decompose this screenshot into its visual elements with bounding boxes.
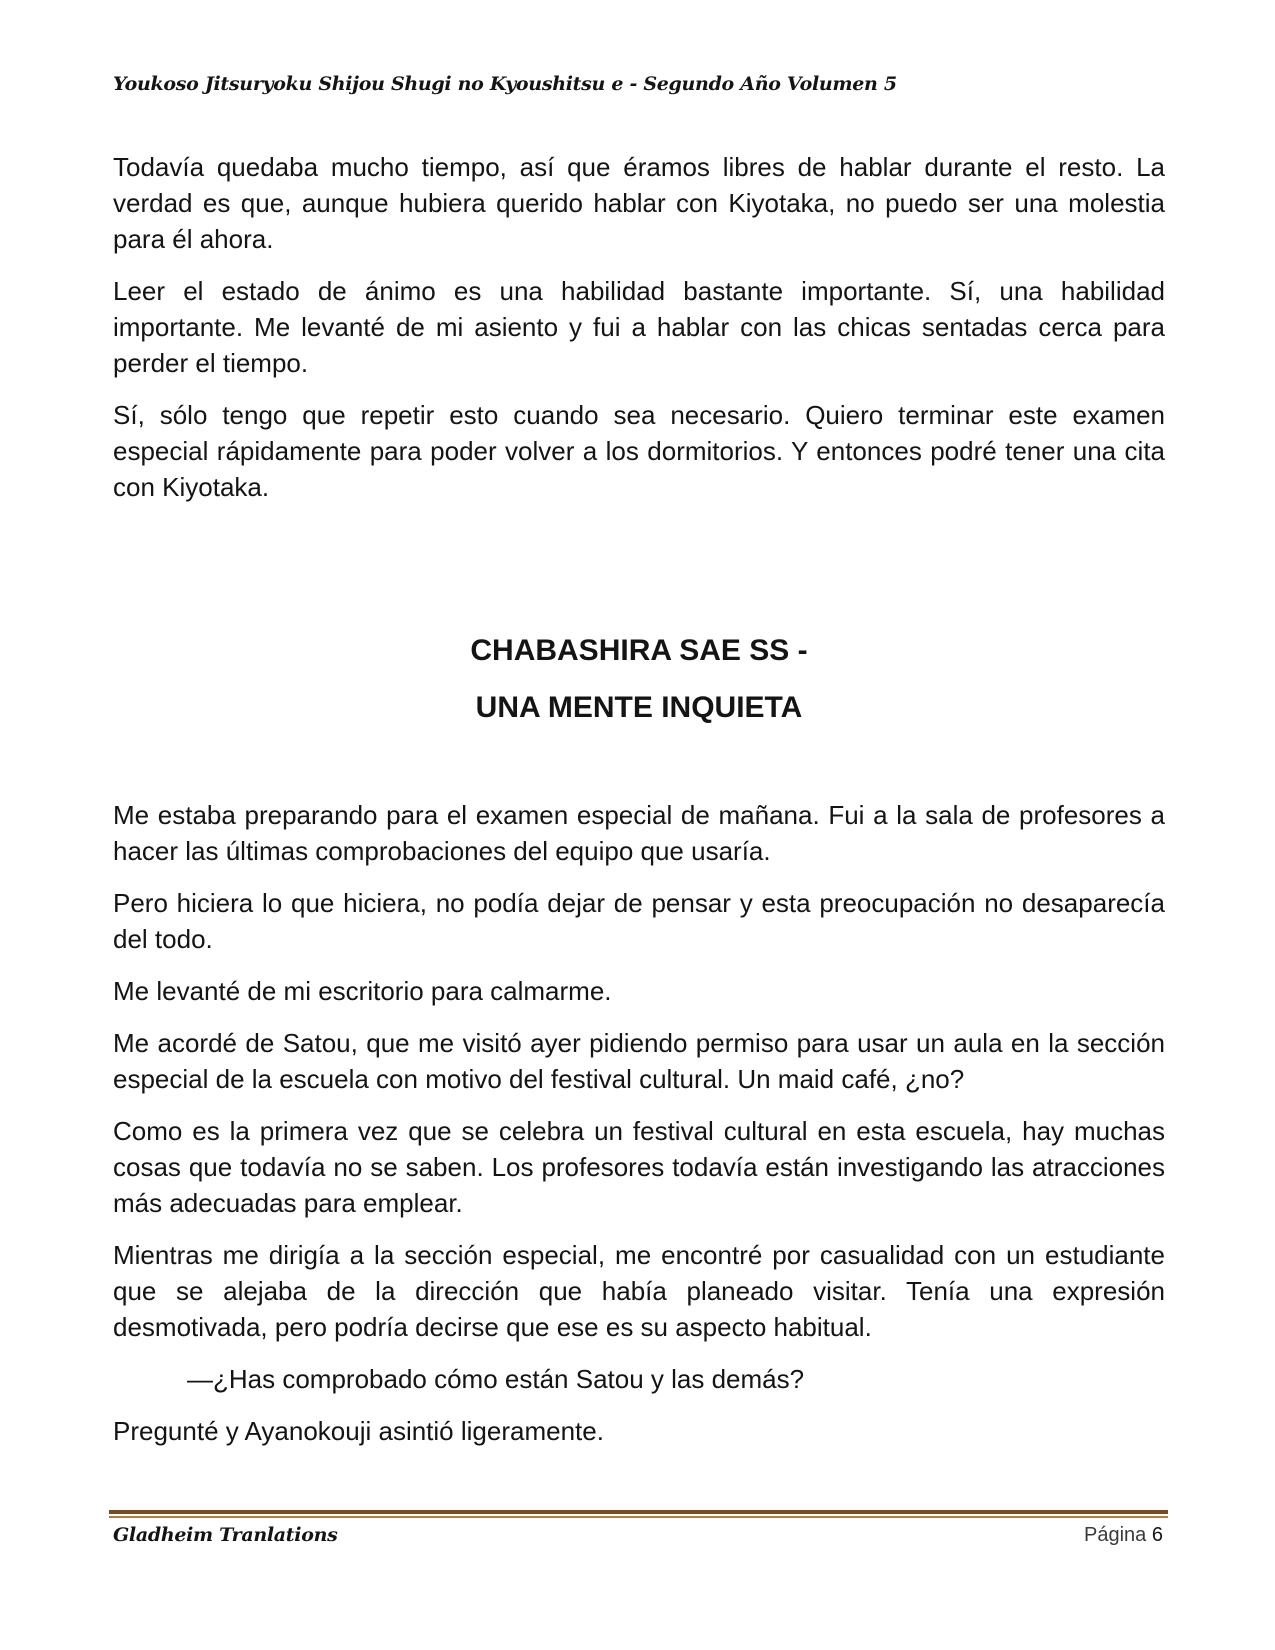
paragraph: Pregunté y Ayanokouji asintió ligeramente. bbox=[113, 1416, 604, 1446]
paragraph: Pero hiciera lo que hiciera, no podía dejar de pensar y esta preocupación no desaparecía del todo. bbox=[113, 888, 1165, 954]
section-1-body bbox=[113, 149, 1165, 521]
page-number: 6 bbox=[1151, 1524, 1163, 1546]
page-label: Página bbox=[1084, 1524, 1147, 1546]
dialogue-line: —¿Has comprobado cómo están Satou y las demás? bbox=[187, 1364, 805, 1394]
footer-divider-thick bbox=[109, 1510, 1168, 1514]
running-header: Youkoso Jitsuryoku Shijou Shugi no Kyoushitsu e - Segundo Año Volumen 5 bbox=[113, 73, 897, 95]
paragraph: Sí, sólo tengo que repetir esto cuando sea necesario. Quiero terminar este examen especial rápidamente para poder volver a los dormitorios. Y entonces podré tener una cita con Kiyotaka. bbox=[113, 400, 1165, 502]
paragraph: Todavía quedaba mucho tiempo, así que éramos libres de hablar durante el resto. La verdad es que, aunque hubiera querido hablar con Kiyotaka, no puedo ser una molestia para él ahora. bbox=[113, 152, 1165, 254]
paragraph: Como es la primera vez que se celebra un festival cultural en esta escuela, hay muchas cosas que todavía no se saben. Los profesores todavía están investigando las atracciones más adecuadas para emplear. bbox=[113, 1116, 1165, 1218]
footer-divider-thin bbox=[109, 1516, 1168, 1518]
section-2-body bbox=[113, 797, 1165, 1465]
paragraph: Leer el estado de ánimo es una habilidad bastante importante. Sí, una habilidad importante. Me levanté de mi asiento y fui a hablar con las chicas sentadas cerca para perder el tiempo. bbox=[113, 276, 1165, 378]
chapter-title-line-2: UNA MENTE INQUIETA bbox=[475, 691, 803, 724]
paragraph: Me levanté de mi escritorio para calmarme. bbox=[113, 976, 612, 1006]
footer-page-indicator bbox=[1084, 1524, 1163, 1547]
footer-translator: Gladheim Tranlations bbox=[113, 1524, 338, 1546]
paragraph: Me acordé de Satou, que me visitó ayer pidiendo permiso para usar un aula en la sección especial de la escuela con motivo del festival cultural. Un maid café, ¿no? bbox=[113, 1028, 1165, 1094]
chapter-title-line-1: CHABASHIRA SAE SS - bbox=[470, 634, 808, 667]
paragraph: Me estaba preparando para el examen especial de mañana. Fui a la sala de profesores a hacer las últimas comprobaciones del equipo que usaría. bbox=[113, 800, 1165, 866]
paragraph: Mientras me dirigía a la sección especial, me encontré por casualidad con un estudiante que se alejaba de la dirección que había planeado visitar. Tenía una expresión desmotivada, pero podría decirse que ese es su aspecto habitual. bbox=[113, 1240, 1165, 1342]
